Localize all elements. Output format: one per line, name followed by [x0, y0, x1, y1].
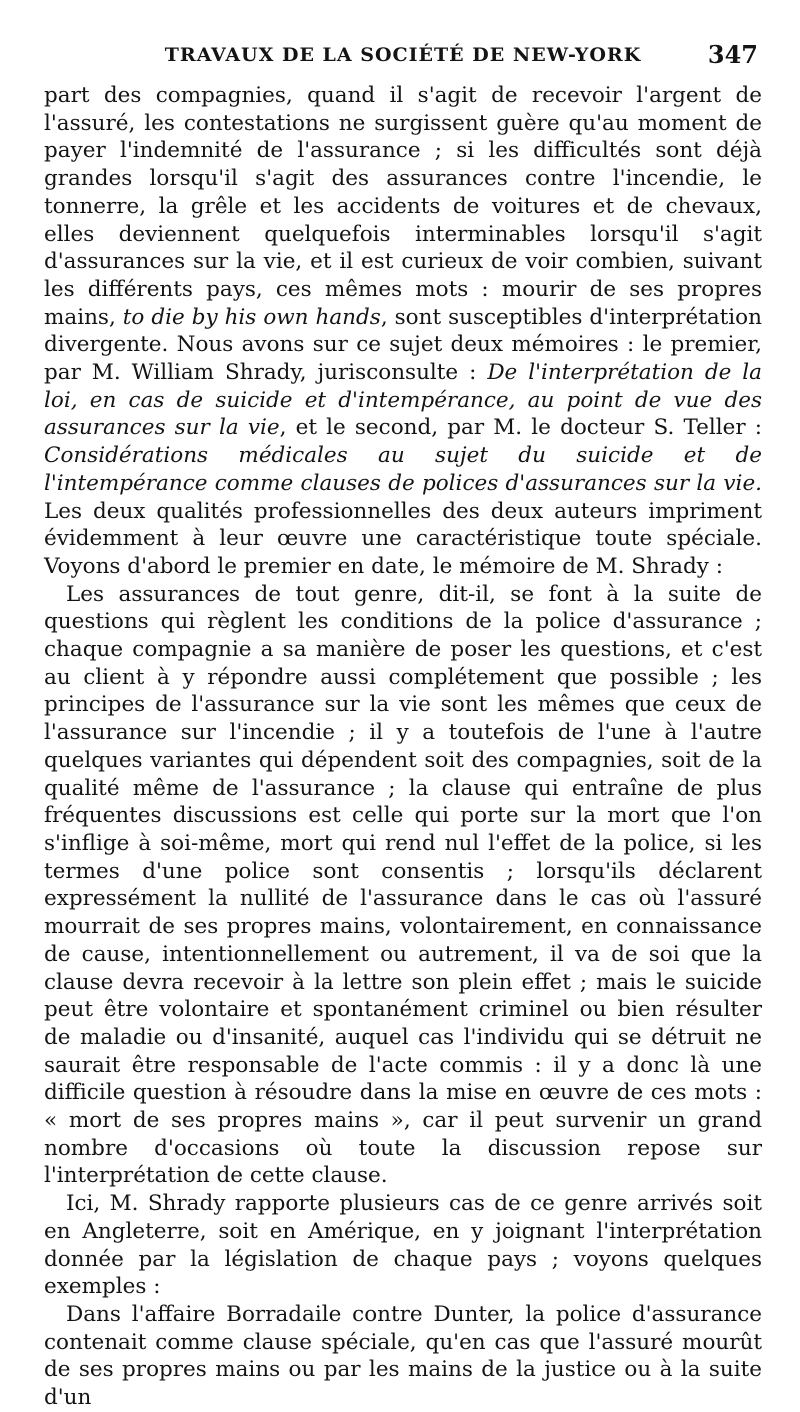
running-title: TRAVAUX DE LA SOCIÉTÉ DE NEW-YORK: [164, 44, 642, 66]
text-segment: part des compagnies, quand il s'agit de recevoir l'argent de l'assuré, les contestations ne surgissent guère qu'au moment de payer l'indemnité de l'assurance ; si les difficultés sont déjà grandes lorsqu'il s'agit des assurances contre l'incendie, le tonnerre, la grêle et les accidents de voitures et de chevaux, elles deviennent quelquefois interminables lorsqu'il s'agit d'assurances sur la vie, et il est curieux de voir combien, suivant les différents pays, ces mêmes mots : mourir de ses propres mains,: [44, 83, 762, 330]
paragraph: [44, 1190, 762, 1301]
italic-segment: De l'interprétation de la loi, en cas de suicide et d'intempérance, au point de vue des assurances sur la vie: [44, 360, 762, 441]
text-segment: , et le second, par M. le docteur S. Teller :: [279, 415, 763, 441]
italic-segment: to die by his own hands: [122, 304, 381, 330]
text-segment: Ici, M. Shrady rapporte plusieurs cas de ce genre arrivés soit en Angleterre, soit en Amérique, en y joignant l'interprétation donnée par la législation de chaque pays ; voyons quelques exemples :: [44, 1191, 762, 1300]
page-number: 347: [707, 40, 758, 69]
text-segment: Les deux qualités professionnelles des deux auteurs impriment évidemment à leur œuvre une caractéristique toute spéciale. Voyons d'abord le premier en date, le mémoire de M. Shrady :: [44, 498, 762, 579]
body-text: [44, 82, 762, 1412]
text-segment: Dans l'affaire Borradaile contre Dunter, la police d'assurance contenait comme clause spéciale, qu'en cas que l'assuré mourût de ses propres mains ou par les mains de la justice ou à la suite d'un: [44, 1301, 762, 1411]
paragraph: [44, 82, 762, 581]
paragraph: [44, 1301, 762, 1412]
text-segment: Les assurances de tout genre, dit-il, se font à la suite de questions qui règlent les conditions de la police d'assurance ; chaque compagnie a sa manière de poser les questions, et c'est au client à y répondre aussi complétement que possible ; les principes de l'assurance sur la vie sont les mêmes que ceux de l'assurance sur l'incendie ; il y a toutefois de l'une à l'autre quelques variantes qui dépendent soit des compagnies, soit de la qualité même de l'assurance ; la clause qui entraîne de plus fréquentes discussions est celle qui porte sur la mort que l'on s'inflige à soi-même, mort qui rend nul l'effet de la police, si les termes d'une police sont consentis ; lorsqu'ils déclarent expressément la nullité de l'assurance dans le cas où l'assuré mourrait de ses propres mains, volontairement, en connaissance de cause, intentionnellement ou autrement, il va de soi que la clause devra recevoir à la lettre son plein effet ; mais le suicide peut être volontaire et spontanément criminel ou bien résulter de maladie ou d'insanité, auquel cas l'individu qui se détruit ne saurait être responsable de l'acte commis : il y a donc là une difficile question à résoudre dans la mise en œuvre de ces mots : « mort de ses propres mains », car il peut survenir un grand nombre d'occasions où toute la discussion repose sur l'interprétation de cette clause.: [44, 581, 762, 1189]
page-header: [44, 38, 762, 72]
paragraph: [44, 581, 762, 1190]
text-segment: , sont susceptibles d'interprétation divergente. Nous avons sur ce sujet deux mémoires : le premier, par M. William Shrady, jurisconsulte :: [44, 304, 762, 386]
italic-segment: Considérations médicales au sujet du suicide et de l'intempérance comme clauses de polices d'assurances sur la vie.: [44, 443, 762, 496]
